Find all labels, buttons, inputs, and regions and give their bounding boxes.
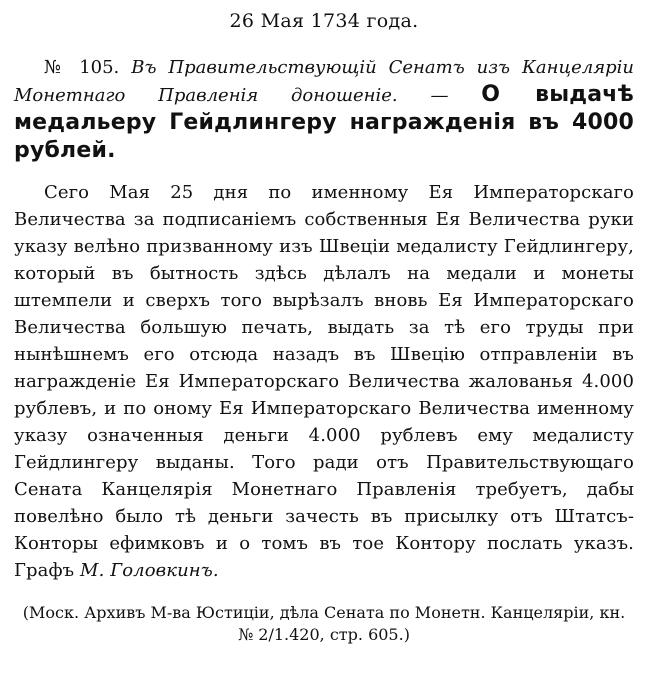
document-page xyxy=(14,8,634,684)
heading-bold-subject: О выдачѣ медальеру Гейдлингеру награжденія въ 4000 рублей. xyxy=(14,82,635,163)
signature-name: М. Головкинъ. xyxy=(80,560,219,581)
document-heading xyxy=(14,54,634,165)
archive-source-citation: (Моск. Архивъ М-ва Юстиціи, дѣла Сената по Монетн. Канцеляріи, кн. № 2/1.420, стр. 605.) xyxy=(22,603,626,644)
document-body xyxy=(14,179,634,584)
body-main-text: Сего Мая 25 дня по именному Ея Императорскаго Величества за подписаніемъ собственныя Ея Величества руки указу велѣно призванному изъ Швеціи медалисту Гейдлингеру, который въ бытность здѣсь дѣлалъ на медали и монеты штемпели и сверхъ того вырѣзалъ вновь Ея Императорскаго Величества большую печать, выдать за тѣ его труды при нынѣшнемъ его отсюда назадъ въ Швецію отправленіи въ награжденіе Ея Императорскаго Величества жалованья 4.000 рублевъ, и по оному Ея Императорскаго Величества именному указу означенныя деньги 4.000 рублевъ ему медалисту Гейдлингеру выданы. Того ради отъ Правительствующаго Сената Канцелярія Монетнаго Правленія требуетъ, дабы повелѣно было тѣ деньги зачесть въ присылку отъ Штатсъ-Конторы ефимковъ и о томъ въ тое Контору послать указъ. Графъ xyxy=(14,182,634,581)
heading-dash: — xyxy=(397,85,482,106)
document-number: № 105. xyxy=(44,57,120,78)
document-date: 26 Мая 1734 года. xyxy=(229,10,419,32)
heading-italic-title: Въ Правительствующій Сенатъ изъ Канцеляріи Монетнаго Правленія доношеніе. xyxy=(14,57,634,106)
